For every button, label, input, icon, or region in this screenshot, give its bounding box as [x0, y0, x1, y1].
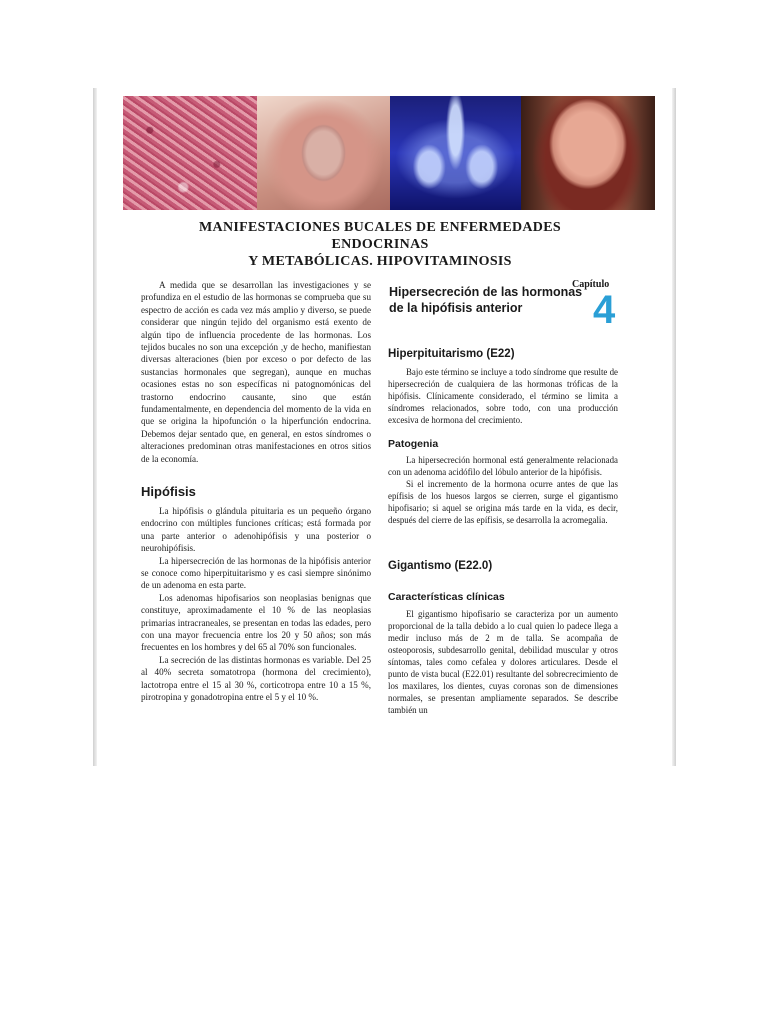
section-title	[150, 219, 610, 270]
hipofisis-paragraph-4: La secreción de las distintas hormonas es variable. Del 25 al 40% secreta somatotropa (hormona del crecimiento), lactotropa entre el 15 al 30 %, corticotropa entre 10 a 15 %, pirotropina y gonadotropina entre el 5 y el 10 %.	[141, 654, 371, 703]
oral-lesion-image	[257, 96, 390, 210]
chapter-label: Capítulo	[572, 279, 610, 290]
caracteristicas-heading-block	[388, 591, 618, 603]
gigantismo-heading: Gigantismo (E22.0)	[388, 560, 493, 572]
hipofisis-paragraph-1: La hipófisis o glándula pituitaria es un pequeño órgano endocrino con múltiples funciones críticas; está formada por una parte anterior o adenohipófisis y una posterior o neurohipófisis.	[141, 506, 371, 554]
tongue-image	[521, 96, 655, 210]
intro-paragraph: A medida que se desarrollan las investigaciones y se profundiza en el estudio de las hormonas se comprueba que su espectro de acción es cada vez más amplio y diverso, se puede considerar que ningún tejido del organismo está exento de algún tipo de influencia procedente de las hormonas. Los tejidos bucales no son una excepción ,y de hecho, manifiestan diversas alteraciones (bien por exceso o por defecto de las sustancias hormonales que segregan), aunque en muchas ocasiones estas no son específicas ni patognomónicas del trastorno endocrino causante, sino que están fundamentalmente, en dependencia del momento de la vida en que se origina la hipofunción o la hiperfunción endocrina. Debemos dejar sentado que, en general, en estos síndromes o alteraciones predominan otras manifestaciones en otros sitios de la economía.	[141, 280, 371, 464]
hipofisis-paragraph-3: Los adenomas hipofisarios son neoplasias benignas que constituye, aproximadamente el 10 % de las neoplasias primarias intracraneales, se presentan en todas las edades, pero con una mayor frecuencia entre los 20 y 50 años; son más frecuentes en los hombres y del 65 al 70% son funcionales.	[141, 592, 371, 653]
histology-image	[123, 96, 257, 210]
chapter-title: Hipersecreción de las hormonas de la hipófisis anterior	[389, 285, 583, 315]
hipofisis-text	[141, 505, 371, 704]
section-title-line-1: MANIFESTACIONES BUCALES DE ENFERMEDADES ENDOCRINAS	[199, 220, 561, 252]
patogenia-heading: Patogenia	[388, 438, 439, 450]
hipofisis-heading: Hipófisis	[141, 484, 196, 499]
patogenia-text	[388, 454, 618, 526]
pelvis-xray-image	[390, 96, 521, 210]
patogenia-paragraph-1: La hipersecreción hormonal está generalmente relacionada con un adenoma acidófilo del lóbulo anterior de la hipófisis.	[388, 455, 618, 477]
chapter-number: 4	[593, 288, 616, 332]
page-edge-right	[672, 88, 676, 766]
gigantismo-heading-block	[388, 560, 618, 572]
intro-column	[141, 279, 371, 465]
hiperpituitarismo-text	[388, 366, 618, 426]
hiperpituitarismo-heading: Hiperpituitarismo (E22)	[388, 348, 515, 360]
caracteristicas-paragraph: El gigantismo hipofisario se caracteriza por un aumento proporcional de la talla debido a lo cual quien lo padece llega a medir incluso más de 2 m de talla. Se acompaña de osteoporosis, subdesarrollo genital, debilidad muscular y otros síntomas, tales como cefalea y dolores articulares. Desde el punto de vista bucal (E22.01) resultante del sobrecrecimiento de los maxilares, los dientes, cuyas coronas son de dimensiones normales, se presentan ampliamente separados. Se describe también un	[388, 609, 618, 715]
section-title-line-2: Y METABÓLICAS. HIPOVITAMINOSIS	[248, 254, 512, 269]
caracteristicas-heading: Características clínicas	[388, 591, 505, 603]
hiperpituitarismo-paragraph: Bajo este término se incluye a todo síndrome que resulte de hipersecreción de cualquiera de las hormonas tróficas de la hipófisis. Clínicamente considerado, el término se limita a síndromes relacionados, sobre todo, con una producción excesiva de hormona del crecimiento.	[388, 367, 618, 425]
patogenia-paragraph-2: Si el incremento de la hormona ocurre antes de que las epífisis de los huesos largos se cierren, surge el gigantismo hipofisario; si aquel se origina más tarde en la vida, es decir, después del cierre de las epífisis, se desarrolla la acromegalia.	[388, 479, 618, 525]
chapter-banner	[123, 96, 655, 210]
hipofisis-paragraph-2: La hipersecreción de las hormonas de la hipófisis anterior se conoce como hiperpituitarismo y es casi siempre sinónimo de un adenoma en esta parte.	[141, 555, 371, 591]
hiperpituitarismo-heading-block	[388, 348, 618, 360]
caracteristicas-text	[388, 608, 618, 716]
patogenia-heading-block	[388, 438, 618, 450]
